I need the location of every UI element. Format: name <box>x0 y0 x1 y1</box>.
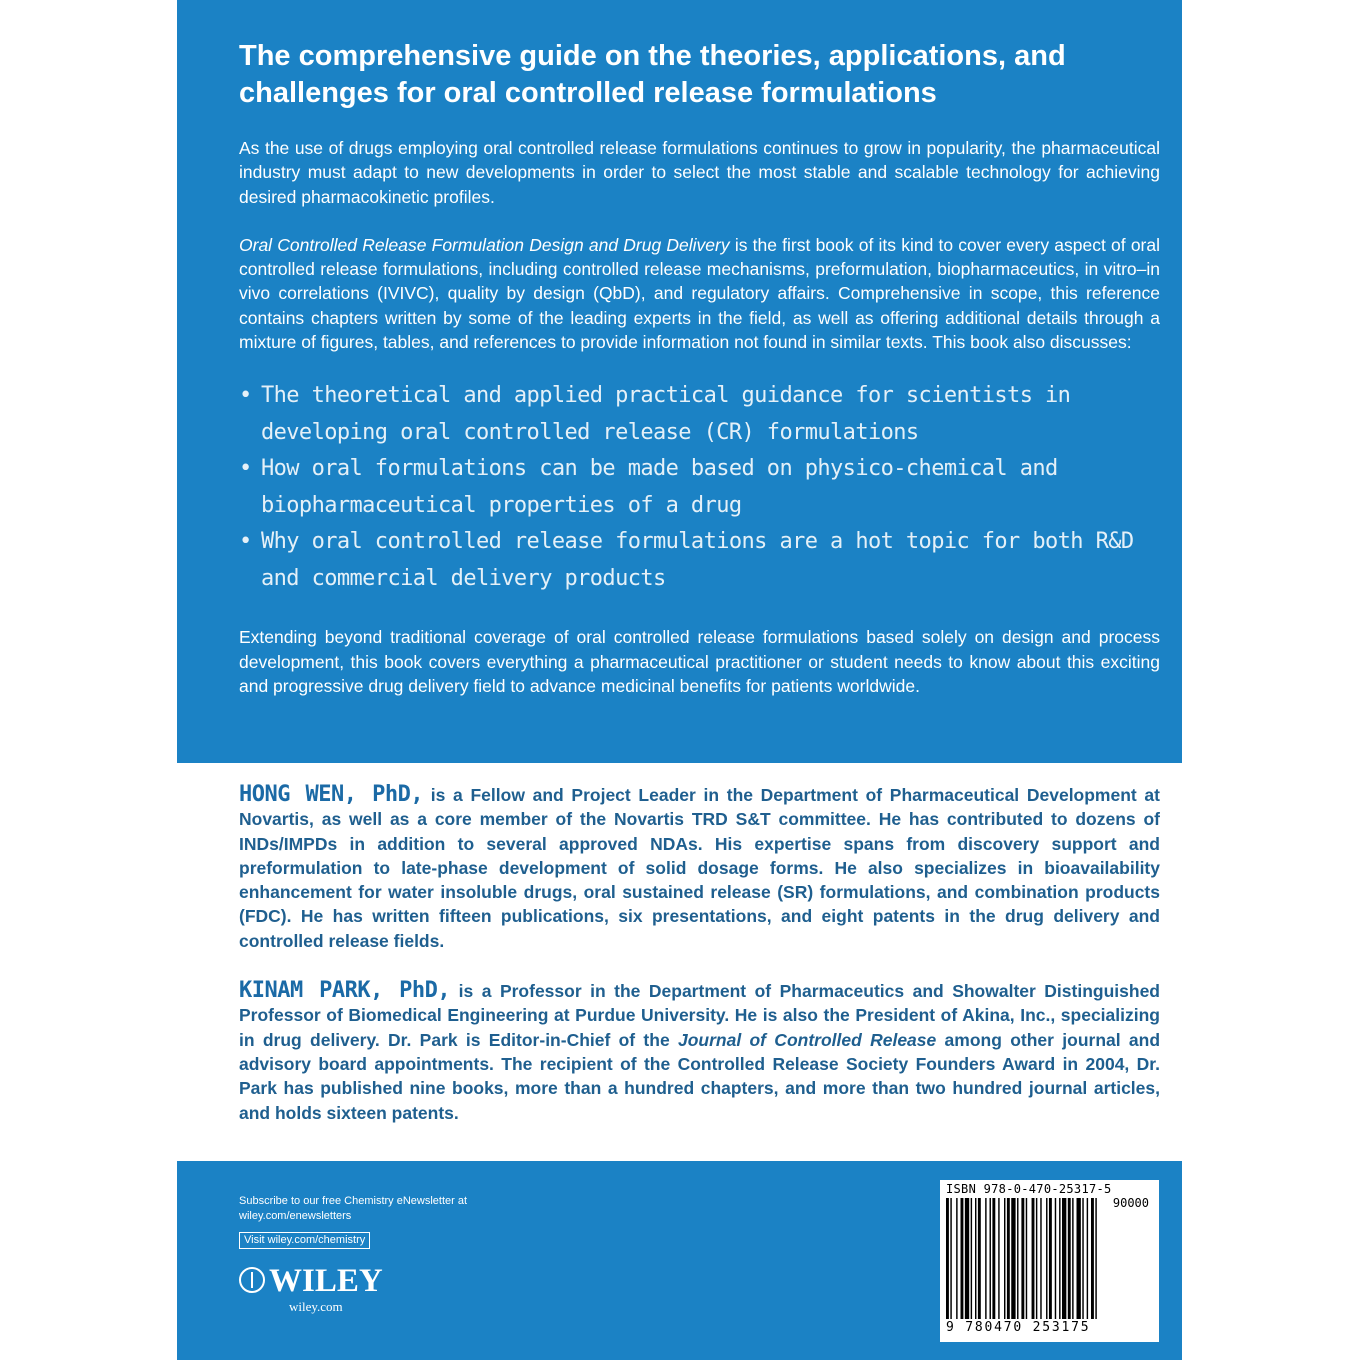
barcode-bar <box>1026 1198 1027 1319</box>
barcode-bar <box>1077 1198 1081 1319</box>
journal-title: Journal of Controlled Release <box>677 1029 937 1050</box>
barcode-bars <box>946 1198 1151 1319</box>
headline: The comprehensive guide on the theories, applications, and challenges for oral controlled release formulations <box>239 40 1066 109</box>
visit-link[interactable]: Visit wiley.com/chemistry <box>239 1232 370 1249</box>
barcode-bar <box>965 1198 969 1319</box>
isbn-barcode <box>940 1180 1159 1342</box>
barcode-bar <box>1032 1198 1035 1319</box>
book-back-cover <box>177 0 1182 1360</box>
barcode-bar <box>1068 1198 1071 1319</box>
newsletter-text: Subscribe to our free Chemistry eNewsletter at wiley.com/enewsletters <box>239 1195 468 1222</box>
barcode-bar <box>971 1198 972 1319</box>
bullet-icon: • <box>239 383 252 409</box>
barcode-bar <box>992 1198 995 1319</box>
author-name: KINAM PARK, PhD, <box>239 978 451 1004</box>
book-title: Oral Controlled Release Formulation Design and Drug Delivery <box>239 234 730 255</box>
list-item: • The theoretical and applied practical guidance for scientists in developing oral controlled release (CR) formulations <box>239 378 1160 451</box>
overview-paragraph <box>239 233 1160 354</box>
author-name: HONG WEN, PhD, <box>239 782 424 807</box>
barcode-bar <box>1011 1198 1015 1319</box>
author-bio-text: among other journal and advisory board appointments. The recipient of the Controlled Release Society Founders Award in 2004, Dr. Park has published nine books, more than a hundred chapters, and more than two hundred journal articles, and holds sixteen patents. <box>239 1029 1161 1123</box>
barcode-bar <box>985 1198 986 1319</box>
barcode-bar <box>950 1198 951 1319</box>
bullet-icon: • <box>239 529 252 555</box>
barcode-bar <box>1007 1198 1010 1319</box>
barcode-bar <box>975 1198 976 1319</box>
bullet-icon: • <box>239 456 252 482</box>
author-bio-wen <box>239 783 1160 953</box>
barcode-bar <box>1046 1198 1047 1319</box>
barcode-bar <box>1004 1198 1005 1319</box>
author-bio-text: is a Fellow and Project Leader in the Department of Pharmaceutical Development at Novartis, as well as a core member of the Novartis TRD S&T committee. He has contributed to dozens of INDs/IMPDs in addition to several approved NDAs. His expertise spans from discovery support and preformulation to late-phase development of solid dosage forms. He also specializes in bioavailability enhancement for water insoluble drugs, oral sustained release (SR) formulations, and combination products (FDC). He has written fifteen publications, six presentations, and eight patents in the drug delivery and controlled release fields. <box>239 785 1160 951</box>
barcode-bar <box>946 1198 949 1319</box>
price-code: 90000 <box>1112 1196 1149 1210</box>
barcode-bar <box>1021 1198 1024 1319</box>
wiley-logo <box>239 1261 389 1321</box>
list-item: • Why oral controlled release formulations are a hot topic for both R&D and commercial delivery products <box>239 524 1160 597</box>
barcode-bar <box>978 1198 981 1319</box>
barcode-bar <box>1091 1198 1094 1319</box>
barcode-bar <box>1082 1198 1083 1319</box>
author-bio-park <box>239 979 1160 1125</box>
wiley-logo-icon <box>239 1267 265 1293</box>
barcode-bar <box>961 1198 964 1319</box>
barcode-bar <box>1059 1198 1060 1319</box>
topics-list <box>239 378 1160 597</box>
logo-url: wiley.com <box>289 1299 343 1314</box>
closing-paragraph: Extending beyond traditional coverage of oral controlled release formulations based solely on design and process development, this book covers everything a pharmaceutical practitioner or student needs to know about this exciting and progressive drug delivery field to advance medicinal benefits for patients worldwide. <box>239 627 1160 696</box>
list-item: • How oral formulations can be made based on physico-chemical and biopharmaceutical properties of a drug <box>239 451 1160 524</box>
barcode-bar <box>956 1198 957 1319</box>
barcode-bar <box>1036 1198 1037 1319</box>
author-bios <box>177 763 1182 1161</box>
barcode-bar <box>998 1198 999 1319</box>
barcode-bar <box>990 1198 991 1319</box>
footer-panel <box>177 1161 1182 1360</box>
barcode-bar <box>1040 1198 1041 1319</box>
description-panel <box>177 0 1182 763</box>
barcode-bar <box>1095 1198 1096 1319</box>
barcode-bar <box>1087 1198 1088 1319</box>
logo-wordmark: WILEY <box>269 1263 383 1299</box>
barcode-bar <box>1062 1198 1066 1319</box>
barcode-bar <box>1072 1198 1073 1319</box>
overview-text: is the first book of its kind to cover every aspect of oral controlled release formulations, including controlled release mechanisms, preformulation, biopharmaceutics, in vitro–in vivo correlations (IVIVC), quality by design (QbD), and regulatory affairs. Comprehensive in scope, this reference contains chapters written by some of the leading experts in the field, as well as offering additional details through a mixture of figures, tables, and references to provide information not found in similar texts. This book also discusses: <box>239 234 1160 353</box>
author-bio-text: is a Professor in the Department of Pharmaceutics and Showalter Distinguished Professor of Biomedical Engineering at Purdue University. He is also the President of Akina, Inc., specializing in drug delivery. Dr. Park is Editor-in-Chief of the <box>239 981 1160 1050</box>
barcode-digits: 9 780470 253175 <box>946 1320 1091 1335</box>
intro-paragraph: As the use of drugs employing oral controlled release formulations continues to grow in popularity, the pharmaceutical industry must adapt to new developments in order to select the most stable and scalable technology for achieving desired pharmacokinetic profiles. <box>239 138 1160 207</box>
barcode-bar <box>1017 1198 1018 1319</box>
isbn-label: ISBN 978-0-470-25317-5 <box>946 1182 1112 1196</box>
barcode-bar <box>1049 1198 1052 1319</box>
barcode-bar <box>1055 1198 1056 1319</box>
